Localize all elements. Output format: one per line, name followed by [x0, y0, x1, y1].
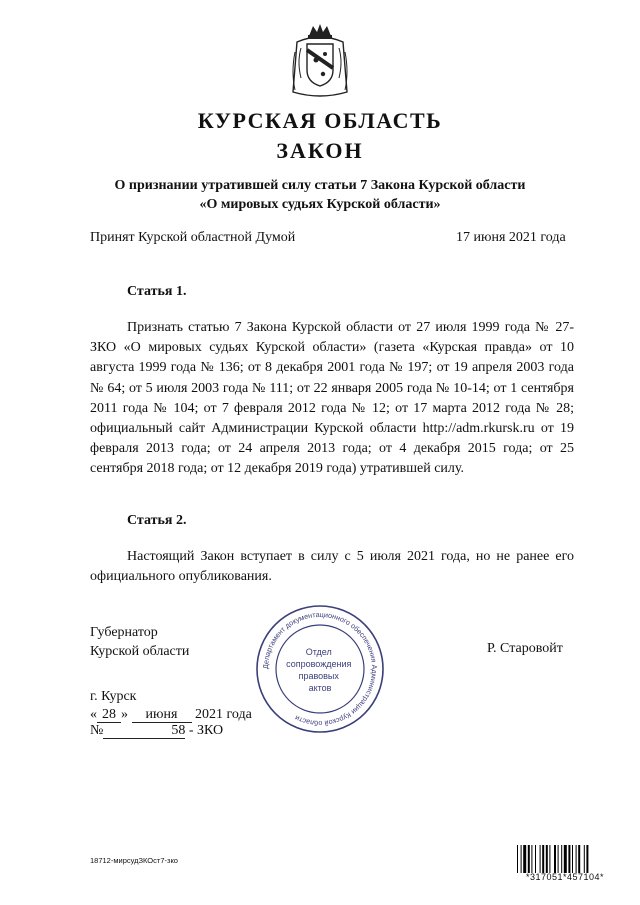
signing-place: г. Курск	[90, 689, 137, 704]
signatory-title-line-1: Губернатор	[90, 625, 158, 640]
region-title: КУРСКАЯ ОБЛАСТЬ	[197, 108, 443, 133]
stamp-line-1: Отдел	[305, 647, 332, 657]
stamp-ring-text: Департамент документационного обеспечения Администрации Курской области	[260, 609, 380, 729]
article-2-text: Настоящий Закон вступает в силу с 5 июля 2021 года, но не ранее его официального опубликования.	[90, 549, 574, 585]
barcode-number: *317051*457104*	[525, 872, 605, 882]
official-stamp	[254, 603, 386, 735]
stamp-line-4: актов	[308, 683, 332, 693]
signatory-title	[90, 623, 189, 661]
law-subject	[0, 176, 640, 214]
number-sign: №	[90, 723, 104, 738]
law-number	[90, 723, 223, 739]
signatory-name: Р. Старовойт	[487, 641, 563, 656]
barcode-icon	[517, 845, 613, 873]
stamp-line-3: правовых	[298, 671, 339, 681]
date-open-quote: «	[90, 707, 97, 722]
date-close-quote: »	[121, 707, 128, 722]
law-number-value: 58	[103, 724, 185, 739]
article-1-text: Признать статью 7 Закона Курской области от 27 июля 1999 года № 27-ЗКО «О мировых судьях Курской области» (газета «Курская правда» от 10 августа 1999 года № 136; от 8 декабря 2001 года № 197; от 19 апреля 2003 года № 64; от 5 июля 2003 года № 111; от 22 января 2005 года № 10-14; от 1 сентября 2011 года № 104; от 7 февраля 2012 года № 12; от 17 марта 2012 года № 28; официальный сайт Администрации Курской области http://adm.rkursk.ru от 19 февраля 2013 года; от 24 апреля 2013 года; от 4 декабря 2015 года; от 25 сентября 2018 года; от 12 декабря 2019 года) утратившей силу.	[90, 320, 574, 477]
signing-date	[90, 707, 252, 723]
article-2-heading: Статья 2.	[127, 513, 187, 528]
law-subject-line-1: О признании утратившей силу статьи 7 Закона Курской области	[114, 178, 526, 193]
stamp-line-2: сопровождения	[286, 659, 352, 669]
file-code: 18712-мирсудЗКОст7-зко	[90, 856, 178, 865]
law-subject-line-2: «О мировых судьях Курской области»	[199, 197, 441, 212]
article-1-heading: Статья 1.	[127, 284, 187, 299]
date-day: 28	[97, 708, 121, 723]
date-year: 2021 года	[195, 707, 252, 722]
adopted-by: Принят Курской областной Думой	[90, 230, 296, 245]
signatory-title-line-2: Курской области	[90, 644, 190, 659]
svg-text:Отдел сопровождения	[286, 647, 354, 693]
document-type-title: ЗАКОН	[276, 138, 364, 163]
adopted-date: 17 июня 2021 года	[456, 230, 566, 245]
kursk-coat-of-arms-icon	[287, 22, 353, 100]
law-number-suffix: - ЗКО	[188, 723, 224, 738]
date-month: июня	[132, 708, 192, 723]
